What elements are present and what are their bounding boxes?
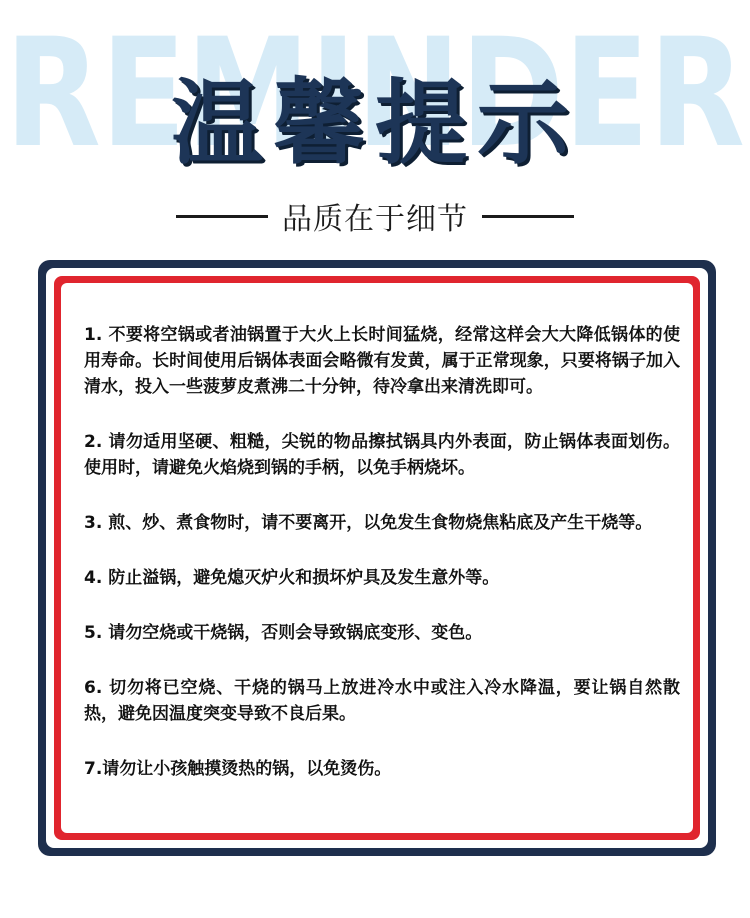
list-item: 4. 防止溢锅，避免熄灭炉火和损坏炉具及发生意外等。 xyxy=(84,568,500,588)
background-word-text: REMINDER xyxy=(5,7,745,170)
list-item: 3. 煎、炒、煮食物时，请不要离开，以免发生食物烧焦粘底及产生干烧等。 xyxy=(84,513,653,533)
subtitle-left-rule xyxy=(176,215,268,218)
notes-list xyxy=(84,322,680,811)
list-item: 7.请勿让小孩触摸烫热的锅，以免烫伤。 xyxy=(84,759,392,779)
list-item: 2. 请勿适用坚硬、粗糙，尖锐的物品擦拭锅具内外表面，防止锅体表面划伤。使用时，请避免火焰烧到锅的手柄，以免手柄烧坏。 xyxy=(84,432,680,478)
list-item: 5. 请勿空烧或干烧锅，否则会导致锅底变形、变色。 xyxy=(84,623,483,643)
subtitle: 品质在于细节 xyxy=(282,202,468,237)
list-item: 1. 不要将空锅或者油锅置于大火上长时间猛烧，经常这样会大大降低锅体的使用寿命。长时间使用后锅体表面会略微有发黄，属于正常现象，只要将锅子加入清水，投入一些菠萝皮煮沸二十分钟，待冷拿出来清洗即可。 xyxy=(84,325,680,397)
subtitle-row xyxy=(0,196,750,236)
subtitle-right-rule xyxy=(482,215,574,218)
list-item: 6. 切勿将已空烧、干烧的锅马上放进冷水中或注入冷水降温，要让锅自然散热，避免因温度突变导致不良后果。 xyxy=(84,678,680,724)
page-title: 温馨提示 xyxy=(170,70,579,177)
